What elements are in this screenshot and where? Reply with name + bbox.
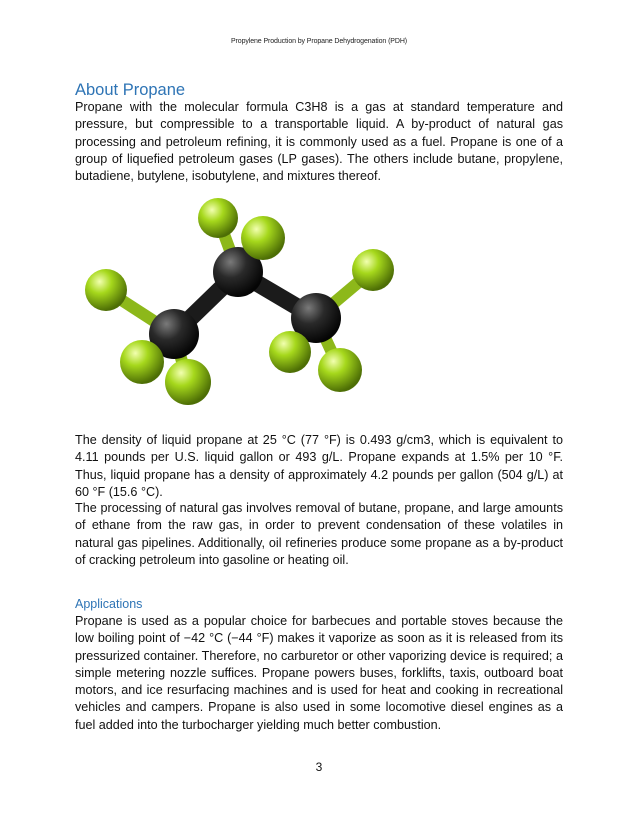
hydrogen-atom [318,348,362,392]
hydrogen-atom [198,198,238,238]
section-heading-about-propane: About Propane [75,81,186,99]
section-heading-applications: Applications [75,597,143,611]
hydrogen-atom [85,269,127,311]
paragraph-intro: Propane with the molecular formula C3H8 is a gas at standard temperature and pressure, but compressible to a transportable liquid. A by-product of natural gas processing and petroleum refining, it is commonly used as a fuel. Propane is one of a group of liquefied petroleum gases (LP gases). The others include butane, propylene, butadiene, butylene, isobutylene, and mixtures thereof. [75,100,563,184]
propane-molecule-figure [78,192,408,422]
page-number: 3 [315,760,323,774]
paragraph-density: The density of liquid propane at 25 °C (77 °F) is 0.493 g/cm3, which is equivalent to 4.11 pounds per U.S. liquid gallon or 493 g/L. Propane expands at 1.5% per 10 °F. Thus, liquid propane has a density of approximately 4.2 pounds per gallon (504 g/L) at 60 °F (15.6 °C). [75,433,563,499]
paragraph-processing: The processing of natural gas involves removal of butane, propane, and large amounts of ethane from the raw gas, in order to prevent condensation of these volatiles in natural gas pipelines. Additionally, oil refineries produce some propane as a by-product of cracking petroleum into gasoline or heating oil. [75,501,563,567]
hydrogen-atom [165,359,211,405]
paragraph-applications: Propane is used as a popular choice for barbecues and portable stoves because the low boiling point of −42 °C (−44 °F) makes it vaporize as soon as it is released from its pressurized container. Therefore, no carburetor or other vaporizing device is required; a simple metering nozzle suffices. Propane powers buses, forklifts, taxis, outboard boat motors, and ice resurfacing machines and is used for heat and cooking in recreational vehicles and campers. Propane is also used in some locomotive diesel engines as a fuel added into the turbocharger yielding much better combustion. [75,614,563,732]
hydrogen-atom [269,331,311,373]
hydrogen-atom [352,249,394,291]
hydrogen-atom [120,340,164,384]
running-header: Propylene Production by Propane Dehydrogenation (PDH) [230,38,408,45]
hydrogen-atom [241,216,285,260]
